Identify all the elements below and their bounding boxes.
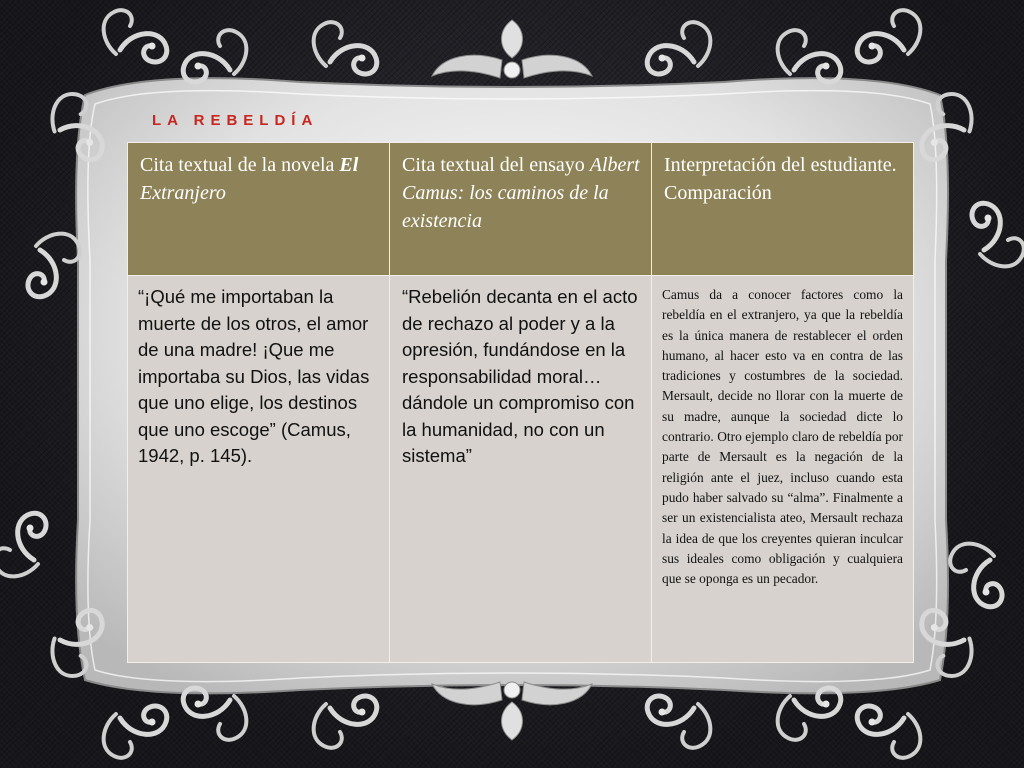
header-essay-prefix: Cita textual del ensayo <box>402 154 590 176</box>
header-essay-em: Albert Camus: los caminos de la existencia <box>402 154 640 232</box>
table-row <box>128 276 914 663</box>
cell-interpretation: Camus da a conocer factores como la rebeldía en el extranjero, ya que la rebeldía es la única manera de restablecer el orden humano, al hacer esto va en contra de las tradiciones y costumbres de la sociedad. Mersault, decide no llorar con la muerte de su madre, aunque la sociedad dicte lo contrario. Otro ejemplo claro de rebeldía por parte de Mersault es la negación de la religión ante el juez, incluso cuando esta pudo haber salvado su “alma”. Finalmente a ser un existencialista ateo, Mersault rechaza la idea de que los creyentes quieran inculcar sus ideales como obligación y cualquiera que se oponga es un pecador. <box>652 276 914 663</box>
comparison-table <box>127 142 914 663</box>
header-essay-quote <box>390 143 652 276</box>
slide-title: LA REBELDÍA <box>152 112 319 129</box>
header-interpretation <box>652 143 914 276</box>
table-header-row <box>128 143 914 276</box>
header-novel-em: Extranjero <box>140 182 226 204</box>
cell-essay-quote: “Rebelión decanta en el acto de rechazo al poder y a la opresión, fundándose en la responsabilidad moral… dándole un compromiso con la humanidad, no con un sistema” <box>390 276 652 663</box>
header-novel-quote <box>128 143 390 276</box>
cell-novel-quote: “¡Qué me importaban la muerte de los otros, el amor de una madre! ¡Que me importaba su Dios, las vidas que uno elige, los destinos que uno escoge” (Camus, 1942, p. 145). <box>128 276 390 663</box>
header-interpretation-label: Interpretación del estudiante. Comparación <box>664 154 897 204</box>
header-novel-em-bold: El <box>339 154 359 176</box>
header-novel-prefix: Cita textual de la novela <box>140 154 340 176</box>
